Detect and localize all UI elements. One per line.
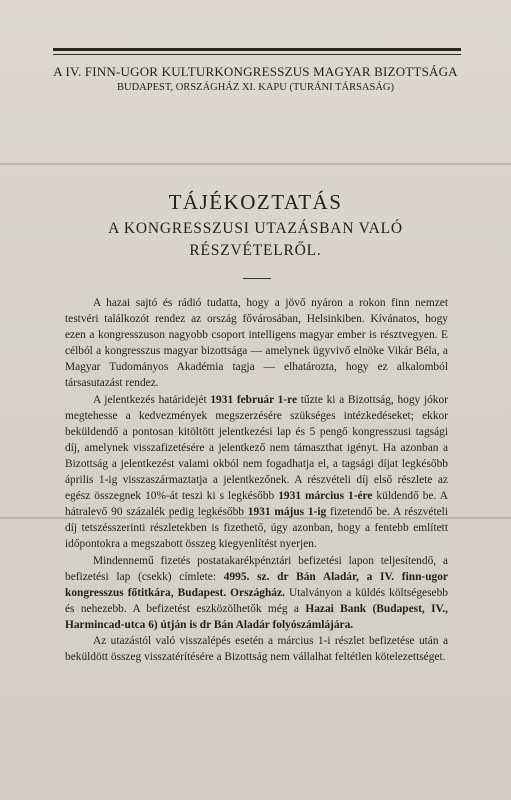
organization-name: A IV. FINN-UGOR KULTURKONGRESSZUS MAGYAR BIZOTTSÁGA	[53, 64, 458, 79]
paragraph	[65, 553, 448, 633]
bold-text: 1931 május 1-ig	[247, 506, 327, 519]
paragraph	[65, 295, 448, 392]
text-run: Mindennemű fizetés postatakarékpénztári befizetési lapon teljesítendő, a befizetési lap (csekk) címlete:	[65, 554, 448, 583]
text-run: A hazai sajtó és rádió tudatta, hogy a jövő nyáron a rokon finn nemzet testvéri találkozót rendez az ország fővárosában, Helsinkiben. Kívánatos, hogy ezen a kongresszuson nagyobb csoport intelligens magyar ember is résztvegyen. E célból a kongresszus magyar bizottsága — amelynek ügyvivő elnöke Vikár Béla, a Magyar Tudományos Akadémia tagja — elhatározta, hogy ez alkalomból társasutazást rendez.	[65, 297, 448, 390]
text-run: küldendő be. A hátralevő 90 százalék pedig legkésőbb	[65, 490, 448, 519]
document-title: TÁJÉKOZTATÁS	[168, 190, 343, 214]
document-subtitle-line2: RÉSZVÉTELRŐL.	[189, 242, 322, 259]
organization-address: BUDAPEST, ORSZÁGHÁZ XI. KAPU (TURÁNI TÁRSASÁG)	[117, 82, 394, 93]
paragraph	[65, 392, 448, 553]
text-run: A jelentkezés határidejét	[93, 393, 211, 406]
body-text	[65, 295, 448, 665]
text-run: Utalványon a küldés költségesebb és nehezebb. A befizetést eszközölhetők még a	[65, 586, 448, 615]
bold-text: Hazai Bank (Budapest, IV., Harmincad-utca 6) útján is dr Bán Aladár folyószámlájára.	[65, 602, 448, 631]
top-rule-thick	[53, 48, 461, 51]
bold-text: 4995. sz. dr Bán Aladár, a IV. finn-ugor kongresszus főtitkára, Budapest. Országház.	[65, 570, 448, 599]
text-run: tűzte ki a Bizottság, hogy jókor megtehesse a kedvezmények megszerzésére szükséges intézkedéseket; ekkor beküldendő a pontosan kitöltött jelentkezési lap és 5 pengő kongresszusi tagsági díj, amelynek visszafizetésére a jelentkező nem támaszthat igényt. Ha azonban a Bizottság a jelentkezést valami okból nem fogadhatja el, a tagsági díjat legkésőbb április 1-ig visszaszármaztatja a jelentkezőnek. A részvételi díj első részlete az egész összegnek 10%-át teszi ki s legkésőbb	[65, 393, 448, 503]
title-separator	[243, 278, 271, 279]
top-rule-thin	[53, 54, 461, 55]
paper-fold-line	[0, 163, 511, 165]
paragraph	[65, 633, 448, 665]
document-subtitle-line1: A KONGRESSZUSI UTAZÁSBAN VALÓ	[108, 220, 403, 237]
text-run: fizetendő be. A részvételi díj tetszésszerinti részletekben is fizethető, úgy azonban, hogy a fentebb említett időpontokra a megszabott összeg kiegyenlítést nyerjen.	[65, 506, 448, 551]
bold-text: 1931 február 1-re	[210, 393, 298, 406]
text-run: Az utazástól való visszalépés esetén a március 1-i részlet befizetése után a beküldött összeg visszatérítésére a Bizottság nem vállalhat feltétlen kötelezettséget.	[65, 634, 448, 664]
bold-text: 1931 március 1-ére	[278, 490, 373, 503]
